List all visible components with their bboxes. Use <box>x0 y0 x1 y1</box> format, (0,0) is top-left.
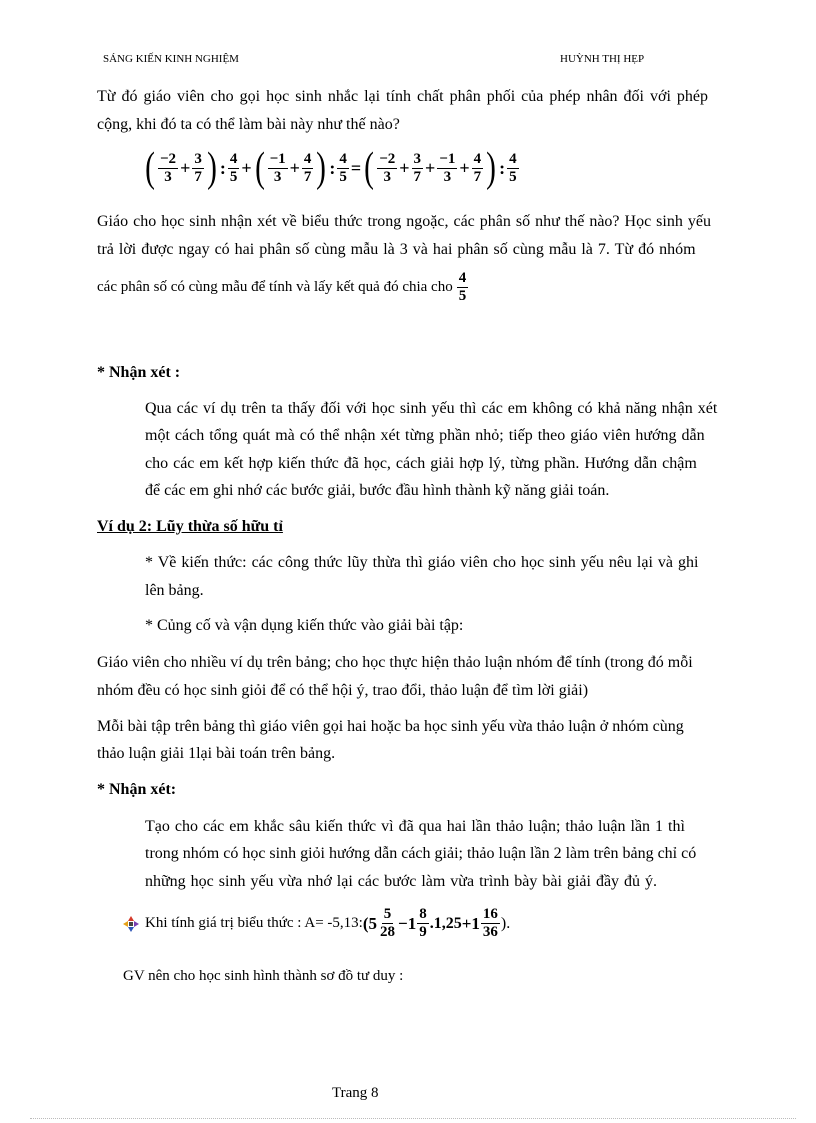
paragraph-line: Tạo cho các em khắc sâu kiến thức vì đã qua hai lần thảo luận; thảo luận lần 1 thì <box>145 818 685 835</box>
paragraph-line: một cách tổng quát mà có thể nhận xét từng phần nhỏ; tiếp theo giáo viên hướng dẫn <box>145 427 705 444</box>
distributive-formula: ( $\frac{-2}{3}$ + $\frac{3}{7}$ ) : $\frac{4}{5}$ + ( $\frac{-1}{3}$ + $\frac{4}{7}$ ) : $\frac{4}{5}$ = ( $\frac{-2}{3}$ + $\frac{3}{7}$ + $\frac{-1}{3}$ + $\frac{4}{7}$ ) : $\frac{4}{5}$ <box>145 145 517 191</box>
bullet-item: Khi tính giá trị biểu thức : A= -5,13: ( 5 $\frac{5}{28}$ − 1 $\frac{8}{9}$ .1,25 + 1 $\frac{16}{36}$ ). <box>123 906 510 941</box>
remark-title: * Nhận xét : <box>97 364 181 381</box>
page-divider <box>30 1118 796 1119</box>
paragraph-line: Giáo viên cho nhiều ví dụ trên bảng; cho học thực hiện thảo luận nhóm để tính (trong đó mỗi <box>97 654 693 671</box>
paragraph-line: nhóm đều có học sinh giỏi để có thể hội ý, trao đổi, thảo luận để tìm lời giải) <box>97 682 589 699</box>
paragraph-line: trong nhóm có học sinh giỏi hướng dẫn cách giải; thảo luận lần 2 làm trên bảng chỉ có <box>145 845 697 862</box>
paragraph-line: * Củng cố và vận dụng kiến thức vào giải bài tập: <box>145 617 464 634</box>
header-right: HUỲNH THỊ HẸP <box>560 53 645 65</box>
paragraph-line: những học sinh yếu vừa nhớ lại các bước làm vừa trình bày bài giải đầy đủ ý. <box>145 873 658 890</box>
paragraph-line: các phân số có cùng mẫu để tính và lấy kết quả đó chia cho $\frac{4}{5}$ <box>97 270 467 304</box>
remark-title: * Nhận xét: <box>97 781 177 798</box>
paragraph-line: Qua các ví dụ trên ta thấy đối với học sinh yếu thì các em không có khả năng nhận xét <box>145 400 718 417</box>
paragraph-line: Giáo cho học sinh nhận xét về biểu thức trong ngoặc, các phân số như thế nào? Học sinh yếu <box>97 213 711 230</box>
paragraph-line: cộng, khi đó ta có thể làm bài này như thế nào? <box>97 116 400 133</box>
page-number: Trang 8 <box>332 1085 379 1101</box>
paragraph-line: thảo luận giải 1lại bài toán trên bảng. <box>97 745 336 762</box>
header-left: SÁNG KIẾN KINH NGHIỆM <box>103 53 239 65</box>
example-title: Ví dụ 2: Lũy thừa số hữu tỉ <box>97 518 283 535</box>
paragraph-line: * Về kiến thức: các công thức lũy thừa thì giáo viên cho học sinh yếu nêu lại và ghi <box>145 554 699 571</box>
paragraph-line: GV nên cho học sinh hình thành sơ đồ tư duy : <box>123 968 404 984</box>
paragraph-line: Mỗi bài tập trên bảng thì giáo viên gọi hai hoặc ba học sinh yếu vừa thảo luận ở nhóm cùng <box>97 718 684 735</box>
paragraph-line: trả lời được ngay có hai phân số cùng mẫu là 3 và hai phân số cùng mẫu là 7. Từ đó nhóm <box>97 241 696 258</box>
paragraph-line: Từ đó giáo viên cho gọi học sinh nhắc lại tính chất phân phối của phép nhân đối với phép <box>97 88 708 105</box>
paragraph-line: cho các em kết hợp kiến thức đã học, cách giải hợp lý, từng phần. Hướng dẫn chậm <box>145 455 697 472</box>
paragraph-line: để các em ghi nhớ các bước giải, bước đầu hình thành kỹ năng giải toán. <box>145 482 610 499</box>
paragraph-line: lên bảng. <box>145 582 204 599</box>
bullet-arrows-icon <box>123 916 139 932</box>
